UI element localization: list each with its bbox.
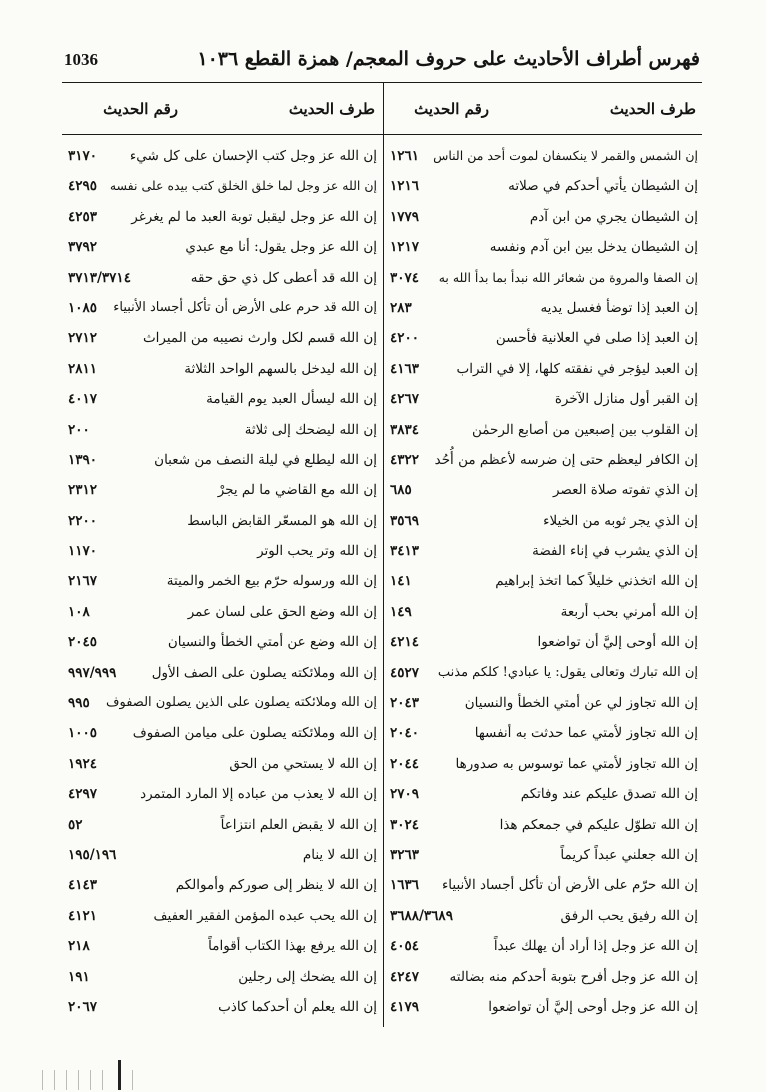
hadith-number: ٤٣٢٢ (390, 451, 420, 468)
scan-margin-marks (40, 1060, 160, 1090)
hadith-number: ١٠٨ (68, 603, 90, 620)
hadith-number: ١٧٧٩ (390, 208, 420, 225)
hadith-number: ١٢١٦ (390, 178, 420, 195)
hadith-extremity: إن الله ليطلع في ليلة النصف من شعبان (154, 451, 377, 468)
hadith-number: ٤١٢١ (68, 907, 98, 924)
right-column-rows (384, 144, 704, 1025)
hadith-number: ١٢١٧ (390, 239, 420, 256)
index-entry (62, 448, 383, 478)
hadith-extremity: إن الله قسم لكل وارث نصيبه من الميراث (142, 330, 377, 347)
index-entry (62, 843, 383, 873)
index-entry (384, 509, 704, 539)
index-entry (62, 539, 383, 569)
hadith-extremity: إن الله أمرني بحب أربعة (560, 603, 698, 620)
hadith-number: ٣٠٢٤ (390, 816, 420, 833)
hadith-extremity: إن الله عز وجل يقول: أنا مع عبدي (185, 239, 377, 256)
hadith-number: ٩٩٧/٩٩٩ (68, 664, 117, 681)
hadith-extremity: إن الله تجاوز لأمتي عما حدثت به أنفسها (474, 725, 698, 742)
hadith-extremity: إن الله تجاوز لي عن أمتي الخطأ والنسيان (464, 695, 698, 712)
index-entry (384, 782, 704, 812)
hadith-extremity: إن العبد ليؤجر في نفقته كلها، إلا في التراب (456, 360, 698, 377)
hadith-extremity: إن الله عز وجل ليقبل توبة العبد ما لم يغرغر (131, 208, 377, 225)
index-entry (384, 904, 704, 934)
index-entry (62, 904, 383, 934)
hadith-number: ٢١٦٧ (68, 573, 98, 590)
hadith-number: ٢٣١٢ (68, 482, 98, 499)
page-header (64, 44, 700, 78)
heading-hadith-extremity: طرف الحديث (609, 100, 696, 118)
hadith-number: ٢٠٤٣ (390, 695, 420, 712)
index-entry (384, 174, 704, 204)
hadith-number: ٢٧١٢ (68, 330, 98, 347)
hadith-number: ٢٠٤٠ (390, 725, 420, 742)
index-entry (384, 539, 704, 569)
running-title: فهرس أطراف الأحاديث على حروف المعجم/ همزة القطع ١٠٣٦ (197, 48, 700, 70)
hadith-extremity: إن الله لا ينام (302, 846, 377, 863)
hadith-number: ٤٢٤٧ (390, 968, 420, 985)
hadith-extremity: إن الله يضحك إلى رجلين (238, 968, 377, 985)
hadith-number: ٢٨١١ (68, 360, 98, 377)
hadith-number: ٣٥٦٩ (390, 512, 420, 529)
hadith-number: ٤٢١٤ (390, 634, 420, 651)
hadith-number: ٢٠٤٤ (390, 755, 420, 772)
hadith-number: ٢٠٦٧ (68, 998, 98, 1015)
index-entry (62, 205, 383, 235)
index-entry (62, 296, 383, 326)
index-entry (384, 813, 704, 843)
left-column (62, 82, 383, 1015)
hadith-number: ٣٧١٣/٣٧١٤ (68, 269, 131, 286)
hadith-extremity: إن الله ليدخل بالسهم الواحد الثلاثة (184, 360, 377, 377)
index-entry (62, 478, 383, 508)
hadith-extremity: إن الله عز وجل أوحى إليَّ أن تواضعوا (488, 998, 698, 1015)
hadith-extremity: إن الله وتر يحب الوتر (257, 543, 377, 560)
hadith-extremity: إن الله عز وجل إذا أراد أن يهلك عبداً (493, 938, 698, 955)
index-entry (62, 235, 383, 265)
hadith-extremity: إن الشمس والقمر لا ينكسفان لموت أحد من الناس (433, 148, 698, 163)
hadith-extremity: إن الصفا والمروة من شعائر الله نبدأ بما بدأ الله به (438, 269, 698, 285)
hadith-number: ١٩٥/١٩٦ (68, 846, 117, 863)
hadith-number: ١٠٨٥ (68, 299, 98, 316)
hadith-extremity: إن الله ورسوله حرّم بيع الخمر والميتة (166, 573, 377, 590)
index-entry (62, 326, 383, 356)
hadith-extremity: إن الشيطان يأتي أحدكم في صلاته (508, 178, 698, 195)
hadith-number: ٣٨٣٤ (390, 421, 420, 438)
index-entry (384, 934, 704, 964)
index-entry (62, 509, 383, 539)
hadith-number: ٤٢٩٧ (68, 786, 98, 803)
heading-hadith-number: رقم الحديث (414, 100, 489, 118)
index-entry (62, 934, 383, 964)
hadith-extremity: إن الله تبارك وتعالى يقول: يا عبادي! كلكم مذنب (437, 664, 698, 680)
hadith-extremity: إن الذي يشرب في إناء الفضة (532, 543, 698, 560)
hadith-extremity: إن الشيطان يدخل بين ابن آدم ونفسه (489, 239, 698, 256)
index-entry (384, 326, 704, 356)
index-entry (62, 873, 383, 903)
index-entry (62, 266, 383, 296)
index-entry (62, 782, 383, 812)
hadith-number: ٤١٤٣ (68, 877, 98, 894)
hadith-extremity: إن الله هو المسعّر القابض الباسط (187, 512, 377, 529)
index-entry (384, 630, 704, 660)
hadith-extremity: إن الله رفيق يحب الرفق (560, 907, 698, 924)
hadith-extremity: إن العبد إذا صلى في العلانية فأحسن (495, 330, 698, 347)
hadith-number: ١٠٠٥ (68, 725, 98, 742)
hadith-extremity: إن الله اتخذني خليلاً كما اتخذ إبراهيم (495, 573, 698, 590)
hadith-extremity: إن الله وملائكته يصلون على الذين يصلون الصفوف (106, 695, 377, 711)
index-entry (384, 691, 704, 721)
index-entry (384, 661, 704, 691)
index-entry (384, 296, 704, 326)
hadith-extremity: إن الله تجاوز لأمتي عما توسوس به صدورها (455, 755, 698, 772)
hadith-number: ٢٠٤٥ (68, 634, 98, 651)
index-entry (62, 418, 383, 448)
hadith-number: ٣٦٨٨/٣٦٨٩ (390, 907, 453, 924)
index-entry (384, 843, 704, 873)
hadith-number: ٤٠١٧ (68, 391, 98, 408)
hadith-extremity: إن الله وملائكته يصلون على ميامن الصفوف (132, 725, 377, 742)
index-entry (62, 813, 383, 843)
index-entry (384, 448, 704, 478)
hadith-number: ٢٠٠ (68, 421, 90, 438)
index-entry (62, 965, 383, 995)
hadith-extremity: إن الله جعلني عبداً كريماً (560, 846, 698, 863)
hadith-number: ١٩١ (68, 968, 90, 985)
hadith-number: ٦٨٥ (390, 482, 412, 499)
left-column-heading (62, 82, 383, 134)
hadith-extremity: إن الله ليسأل العبد يوم القيامة (206, 391, 377, 408)
index-entry (384, 235, 704, 265)
index-entry (384, 266, 704, 296)
index-entry (384, 721, 704, 751)
hadith-extremity: إن الله عز وجل لما خلق الخلق كتب بيده على نفسه (109, 178, 377, 194)
hadith-number: ٣١٧٠ (68, 148, 98, 164)
hadith-extremity: إن الشيطان يجري من ابن آدم (529, 208, 698, 225)
hadith-number: ٤١٧٩ (390, 998, 420, 1015)
index-entry (62, 752, 383, 782)
hadith-extremity: إن الله تطوّل عليكم في جمعكم هذا (499, 816, 698, 833)
hadith-number: ٤٢٠٠ (390, 330, 420, 347)
hadith-extremity: إن العبد إذا توضأ فغسل يديه (540, 299, 698, 316)
hadith-extremity: إن الله يرفع بهذا الكتاب أقواماً (208, 938, 377, 955)
hadith-extremity: إن الله لا ينظر إلى صوركم وأموالكم (175, 877, 377, 894)
index-entry (384, 205, 704, 235)
hadith-extremity: إن الذي تفوته صلاة العصر (552, 482, 698, 499)
hadith-extremity: إن الله تصدق عليكم عند وفاتكم (520, 786, 698, 803)
hadith-number: ٢٨٣ (390, 299, 412, 316)
column-heading-rule (62, 134, 702, 135)
hadith-extremity: إن الله يحب عبده المؤمن الفقير العفيف (153, 907, 377, 924)
index-entry (384, 965, 704, 995)
hadith-number: ٤٢٩٥ (68, 178, 98, 195)
hadith-number: ٤٠٥٤ (390, 938, 420, 955)
hadith-extremity: إن الله حرّم على الأرض أن تأكل أجساد الأنبياء (441, 877, 698, 894)
hadith-number: ٢١٨ (68, 938, 90, 955)
hadith-number: ٣٠٧٤ (390, 269, 420, 286)
index-entry (384, 387, 704, 417)
right-column-heading (384, 82, 704, 134)
hadith-number: ٤٥٢٧ (390, 664, 420, 681)
hadith-extremity: إن الكافر ليعظم حتى إن ضرسه لأعظم من أُحُد (434, 451, 698, 468)
hadith-number: ٤٢٥٣ (68, 208, 98, 225)
index-entry (384, 144, 704, 174)
heading-hadith-extremity: طرف الحديث (288, 100, 375, 118)
page-number-latin: 1036 (64, 50, 98, 69)
hadith-extremity: إن القلوب بين إصبعين من أصابع الرحمٰن (471, 421, 698, 438)
index-entry (62, 630, 383, 660)
hadith-number: ٣٧٩٢ (68, 239, 98, 256)
index-entry (62, 569, 383, 599)
index-entry (62, 600, 383, 630)
hadith-extremity: إن الله قد حرم على الأرض أن تأكل أجساد الأنبياء (113, 299, 377, 315)
heading-hadith-number: رقم الحديث (103, 100, 178, 118)
hadith-extremity: إن الله مع القاضي ما لم يجرْ (217, 482, 377, 499)
hadith-extremity: إن القبر أول منازل الآخرة (554, 391, 698, 408)
hadith-number: ٥٢ (68, 816, 83, 833)
hadith-extremity: إن الله عز وجل أفرح بتوبة أحدكم منه بضالته (449, 968, 698, 985)
hadith-number: ١٢٦١ (390, 148, 420, 164)
index-entry (62, 174, 383, 204)
index-entry (62, 691, 383, 721)
index-entry (384, 995, 704, 1025)
hadith-number: ١٣٩٠ (68, 451, 98, 468)
hadith-number: ١٤٩ (390, 603, 412, 620)
hadith-extremity: إن الله أوحى إليَّ أن تواضعوا (537, 634, 698, 651)
hadith-extremity: إن الله لا يستحي من الحق (229, 755, 377, 772)
index-entry (384, 478, 704, 508)
hadith-number: ١١٧٠ (68, 543, 98, 560)
hadith-extremity: إن الله عز وجل كتب الإحسان على كل شيء (129, 148, 377, 164)
hadith-extremity: إن الذي يجر ثوبه من الخيلاء (543, 512, 698, 529)
hadith-number: ٣٤١٣ (390, 543, 420, 560)
hadith-extremity: إن الله لا يقبض العلم انتزاعاً (220, 816, 377, 833)
index-entry (384, 569, 704, 599)
index-entry (384, 873, 704, 903)
index-entry (62, 387, 383, 417)
hadith-extremity: إن الله يعلم أن أحدكما كاذب (218, 998, 377, 1015)
hadith-number: ١٤١ (390, 573, 412, 590)
hadith-number: ٢٧٠٩ (390, 786, 420, 803)
hadith-extremity: إن الله وضع عن أمتي الخطأ والنسيان (167, 634, 377, 651)
hadith-number: ٢٢٠٠ (68, 512, 98, 529)
hadith-number: ١٩٢٤ (68, 755, 98, 772)
hadith-number: ٤١٦٣ (390, 360, 420, 377)
hadith-number: ٣٢٦٣ (390, 846, 420, 863)
index-entry (62, 721, 383, 751)
hadith-extremity: إن الله ليضحك إلى ثلاثة (244, 421, 377, 438)
hadith-number: ٤٢٦٧ (390, 391, 420, 408)
left-column-rows (62, 144, 383, 1025)
hadith-number: ١٦٣٦ (390, 877, 420, 894)
index-entry (384, 418, 704, 448)
index-entry (62, 661, 383, 691)
index-entry (384, 600, 704, 630)
index-entry (62, 144, 383, 174)
hadith-extremity: إن الله لا يعذب من عباده إلا المارد المتمرد (140, 786, 377, 803)
index-entry (62, 995, 383, 1025)
hadith-number: ٩٩٥ (68, 695, 90, 712)
hadith-extremity: إن الله وضع الحق على لسان عمر (187, 603, 377, 620)
index-entry (62, 357, 383, 387)
right-column (384, 82, 704, 1015)
index-entry (384, 357, 704, 387)
hadith-extremity: إن الله قد أعطى كل ذي حق حقه (190, 269, 377, 286)
index-entry (384, 752, 704, 782)
hadith-extremity: إن الله وملائكته يصلون على الصف الأول (151, 664, 377, 681)
